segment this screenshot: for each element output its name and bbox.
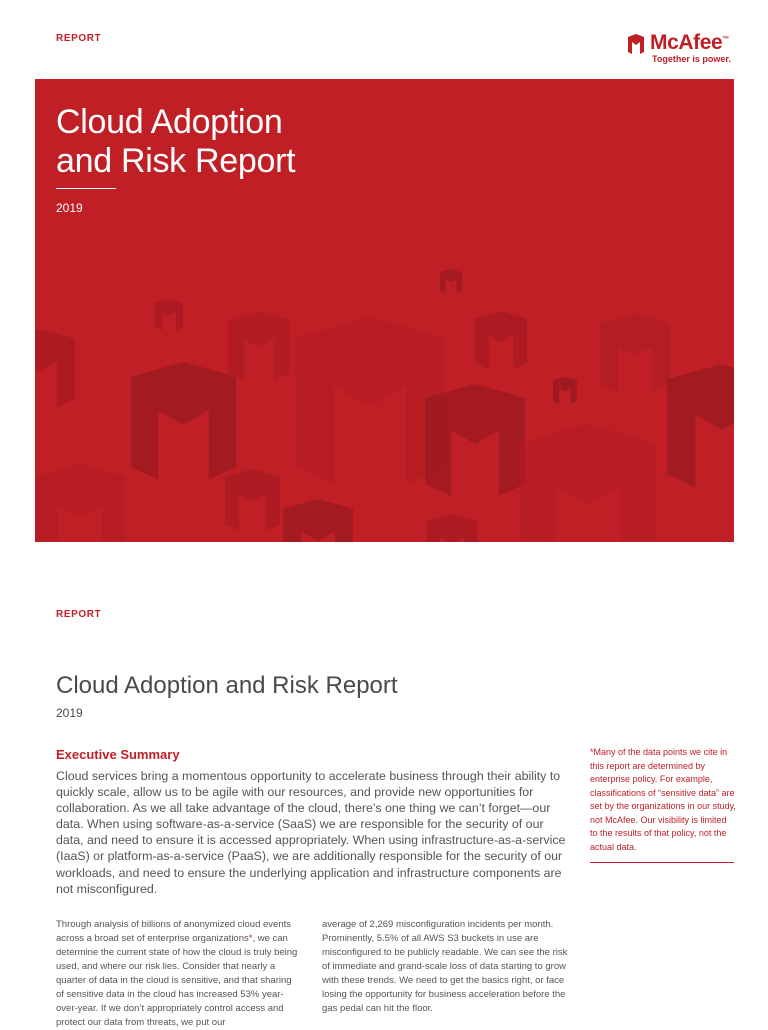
logo-brand: McAfee™: [650, 31, 729, 54]
sidenote: *Many of the data points we cite in this report are determined by enterprise policy. For example, classifications of “sensitive data” are set by the organizations in our study, not McAfee. Our visibility is limited to the results of that policy, not the actual data.: [590, 747, 736, 852]
hero-banner: [35, 79, 734, 542]
document-year: 2019: [56, 706, 83, 720]
document-title: Cloud Adoption and Risk Report: [56, 672, 398, 699]
logo-tagline: Together is power.: [652, 54, 731, 64]
sidenote-divider: [590, 862, 734, 863]
hero-divider: [56, 188, 116, 189]
intro-paragraph: Cloud services bring a momentous opportunity to accelerate business through their ability to quickly scale, allow us to be agile with our resources, and provide new opportunities for collaboration. As we all take advantage of the cloud, there’s one thing we can’t forget—our data. When using software-as-a-service (SaaS) we are responsible for the security of our data, and need to ensure it is accessed appropriately. When using infrastructure-as-a-service (IaaS) or platform-as-a-service (PaaS), we are additionally responsible for the security of our workloads, and need to ensure the underlying application and infrastructure components are not misconfigured.: [56, 769, 566, 896]
body-column-2: average of 2,269 misconfiguration incidents per month. Prominently, 5.5% of all AWS S3 buckets in use are misconfigured to be publicly readable. We can see the risk of immediate and grand-scale loss of data starting to grow with these trends. We need to get the basics right, or face losing the opportunity for business acceleration before the gas pedal can hit the floor.: [322, 919, 568, 1014]
footnote-asterisk: *: [248, 933, 253, 944]
hero-title: Cloud Adoption and Risk Report: [56, 103, 296, 180]
report-tag: REPORT: [56, 609, 102, 620]
section-heading: Executive Summary: [56, 747, 180, 762]
mcafee-shield-icon: [35, 269, 734, 542]
body-column-1: Through analysis of billions of anonymized cloud events across a broad set of enterprise organizations*, we can determine the current state of how the cloud is truly being used, and where our risk lies. Consider that nearly a quarter of data in the cloud is sensitive, and that sharing of sensitive data in the cloud has increased 53% year-over-year. If we don’t appropriately control access and protect our data from threats, we put our: [56, 919, 298, 1028]
mcafee-logo: [626, 30, 736, 66]
mcafee-shield-icon: [626, 34, 646, 54]
hero-year: 2019: [56, 201, 83, 215]
report-tag-top: REPORT: [56, 33, 102, 44]
